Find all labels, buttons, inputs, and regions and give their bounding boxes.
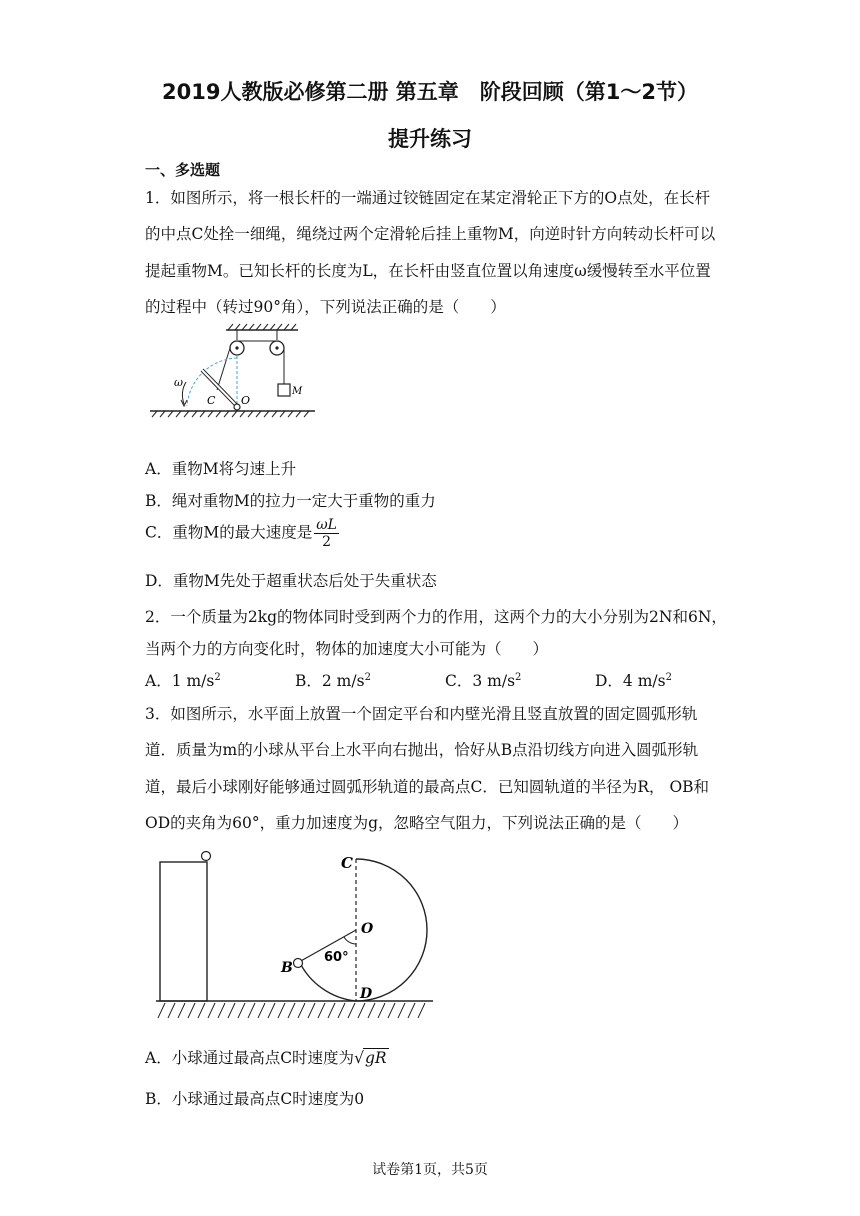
circular-track-figure bbox=[148, 848, 443, 1026]
b-label: B bbox=[281, 960, 293, 976]
q2-option-a: A．1 $m/s^2$ bbox=[145, 671, 221, 690]
q1-option-c-text: C．重物M的最大速度是 bbox=[145, 523, 313, 542]
q2-option-c: C．3 $m/s^2$ bbox=[445, 671, 522, 690]
omega-label: ω bbox=[174, 376, 183, 389]
q2-option-d: D．4 $m/s^2$ bbox=[595, 671, 672, 690]
q2-option-b: B．2 $m/s^2$ bbox=[295, 671, 371, 690]
page-footer: 试卷第1页，共5页 bbox=[372, 1162, 488, 1178]
question-3-stem: 3．如图所示，水平面上放置一个固定平台和内壁光滑且竖直放置的固定圆弧形轨道．质量为m的小球从平台上水平向右抛出，恰好从B点沿切线方向进入圆弧形轨道，最后小球刚好能够通过圆弧形轨道的最高点C．已知圆轨道的半径为R， OB和OD的夹角为60°，重力加速度为g，忽略空气阻力，下列说法正确的是（ ） bbox=[145, 705, 710, 832]
c-label: C bbox=[341, 854, 353, 872]
c-label: C bbox=[207, 394, 216, 407]
question-1-stem bbox=[145, 180, 720, 325]
m-label: M bbox=[292, 386, 303, 397]
question-1-text: 如图所示，将一根长杆的一端通过铰链固定在某定滑轮正下方的O点处，在长杆的中点C处拴一细绳，绳绕过两个定滑轮后挂上重物M，向逆时针方向转动长杆可以提起重物M。已知长杆的长度为L，在长杆由竖直位置以角速度ω缓慢转至水平位置的过程中（转过90°角），下列说法正确的是（ ） bbox=[145, 189, 716, 316]
d-label: D bbox=[360, 986, 373, 1002]
page-title: 2019人教版必修第二册 第五章 阶段回顾（第1～2节） bbox=[162, 80, 698, 104]
q1-option-a: A．重物M将匀速上升 bbox=[145, 460, 297, 478]
question-2-line2: 当两个力的方向变化时，物体的加速度大小可能为（ ） bbox=[145, 640, 549, 658]
q3-option-a-text: A．小球通过最高点C时速度为 bbox=[145, 1049, 355, 1067]
section-heading: 一、多选题 bbox=[145, 161, 221, 179]
q3-option-b: B．小球通过最高点C时速度为0 bbox=[145, 1090, 365, 1108]
q3-option-a bbox=[145, 1046, 389, 1068]
o-label: O bbox=[241, 394, 251, 407]
o-label: O bbox=[361, 921, 374, 937]
q1-option-d: D．重物M先处于超重状态后处于失重状态 bbox=[145, 572, 437, 590]
question-1-number: 1． bbox=[145, 189, 171, 207]
fraction bbox=[314, 517, 339, 550]
pulley-rod-figure bbox=[140, 318, 320, 428]
sqrt-radicand: gR bbox=[364, 1049, 387, 1067]
fraction-denominator: 2 bbox=[322, 534, 332, 550]
page-subtitle: 提升练习 bbox=[388, 127, 472, 151]
sqrt-sign: √ bbox=[354, 1049, 364, 1067]
q1-option-c bbox=[145, 517, 339, 550]
q1-option-b: B．绳对重物M的拉力一定大于重物的重力 bbox=[145, 492, 436, 510]
question-2-line1: 2．一个质量为2kg的物体同时受到两个力的作用，这两个力的大小分别为2N和6N， bbox=[145, 608, 727, 626]
angle-label: 60° bbox=[324, 950, 349, 965]
fraction-numerator: ωL bbox=[316, 517, 337, 533]
